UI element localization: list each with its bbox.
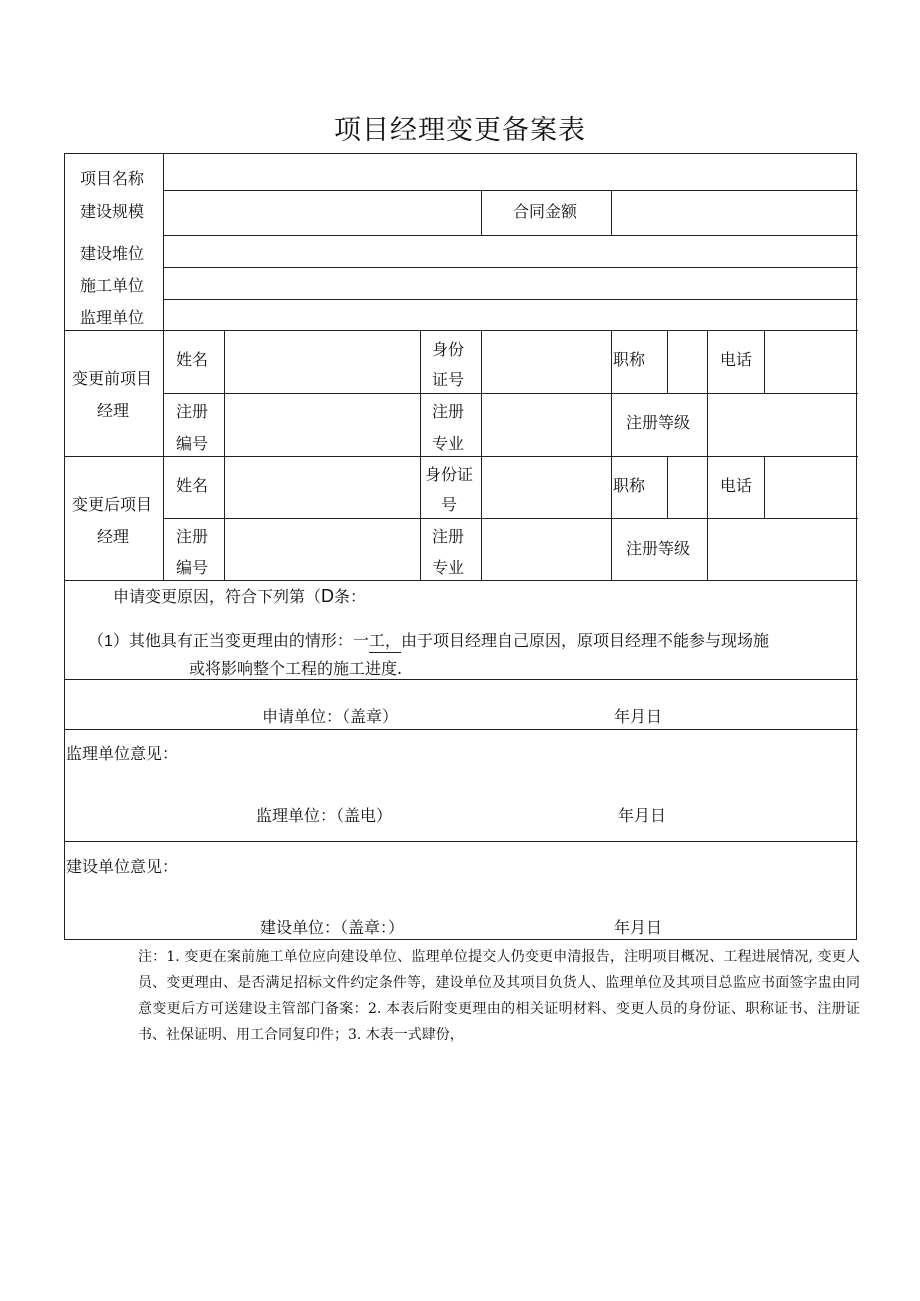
- before-id-label: 身份: [432, 340, 465, 359]
- after-id-label-2: 号: [441, 495, 458, 514]
- reason-item-number: D: [321, 586, 335, 606]
- label-construction-unit: 施工单位: [80, 276, 145, 295]
- reason-intro: 申请变更原因，符合下列第（D条：: [113, 586, 367, 606]
- reason-filled: 工，: [369, 631, 401, 653]
- after-reg-no-label-2: 编号: [176, 558, 209, 577]
- supervision-unit-seal: 监理单位：（盖电）: [256, 806, 393, 825]
- before-grade-label: 注册等级: [626, 413, 691, 432]
- after-manager-label-2: 经理: [97, 527, 130, 546]
- after-phone-label: 电话: [720, 476, 753, 495]
- build-opinion-heading: 建设单位意见：: [66, 857, 179, 876]
- supervision-date: 年月日: [618, 806, 667, 825]
- before-major-label-2: 专业: [432, 434, 465, 453]
- after-major-label-2: 专业: [432, 558, 465, 577]
- before-manager-label-2: 经理: [97, 401, 130, 420]
- reason-line-2: 或将影响整个工程的施工进度.: [189, 659, 403, 678]
- after-major-label: 注册: [432, 527, 465, 546]
- label-build-scale: 建设规模: [80, 202, 145, 221]
- blank-underline: [66, 679, 195, 680]
- label-contract-amount: 合同金额: [513, 202, 578, 221]
- before-id-label-2: 证号: [432, 370, 465, 389]
- before-phone-label: 电话: [720, 350, 753, 369]
- label-project-name: 项目名称: [80, 169, 145, 188]
- before-manager-label: 变更前项目: [72, 369, 153, 388]
- footnote: 注：1. 变更在案前施工单位应向建设单位、监理单位提交人仍变更申清报告，注明项目概况、工程进展情况, 变更人员、变更理由、是否满足招标文件约定条件等，建设单位及其项目负货人、监理单位及其项目总监应书面签字盅由同意变更后方可送建设主管部门备案：2. 本表后附变更理由的相关证明材料、变更人员的身份证、职称证书、注册证书、社保证明、用工合同复印件；3. 木表一式肆份，: [138, 949, 860, 1043]
- apply-date: 年月日: [614, 707, 663, 726]
- before-major-label: 注册: [432, 402, 465, 421]
- before-reg-no-label: 注册: [176, 402, 209, 421]
- after-title-label: 职称: [613, 476, 646, 495]
- record-form: [64, 153, 857, 940]
- label-build-unit: 建设堆位: [80, 244, 145, 263]
- before-reg-no-label-2: 编号: [176, 434, 209, 453]
- before-title-label: 职称: [613, 350, 646, 369]
- reason-item: （1）其他具有正当变更理由的情形：一工，由于项目经理自己原因，原项目经理不能参与现场施: [88, 633, 769, 650]
- after-grade-label: 注册等级: [626, 539, 691, 558]
- page-title: 项目经理变更备案表: [334, 115, 586, 146]
- after-name-label: 姓名: [176, 476, 209, 495]
- after-reg-no-label: 注册: [176, 527, 209, 546]
- apply-unit-seal: 申请单位：（盖章）: [262, 707, 399, 726]
- build-date: 年月日: [614, 918, 663, 937]
- after-manager-label: 变更后项目: [72, 495, 153, 514]
- build-unit-seal: 建设单位：（盖章：）: [260, 918, 405, 937]
- label-supervision-unit: 监理单位: [80, 308, 145, 327]
- after-id-label: 身份证: [425, 465, 474, 484]
- before-name-label: 姓名: [176, 350, 209, 369]
- supervision-opinion-heading: 监理单位意见：: [66, 744, 179, 763]
